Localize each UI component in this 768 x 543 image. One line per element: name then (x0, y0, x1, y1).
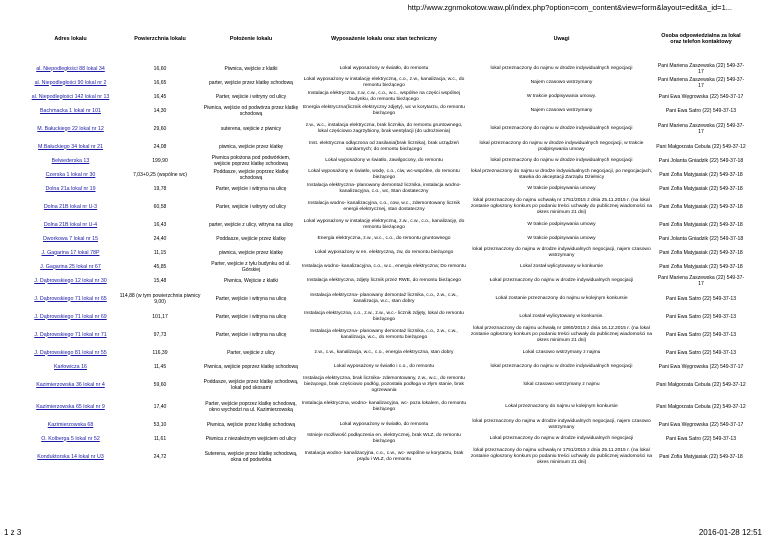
table-row (23, 324, 747, 346)
equipment-cell: Lokal wyposażony w instalację elektryczną, z.w., c.w., c.o., kanalizację, do remontu bieżącego (303, 219, 465, 230)
notes-cell: Najem czasowo wstrzymany (530, 108, 593, 114)
equipment-cell: Lokal wyposażony w instalację elektryczną, c.o., z.w., kanalizacja, w.c., do remontu bieżącego (303, 77, 465, 88)
location-cell: suterena, wejście z piwnicy (220, 126, 282, 132)
table-row (23, 90, 747, 104)
location-cell: Suterena, wejście przez klatkę schodową, okna od podwórka (204, 451, 298, 463)
location-cell: parter, wejście przez klatkę schodową (209, 80, 293, 86)
contact-person-cell: Pani Jolanta Gniadzik (22) 549-37-18 (658, 235, 744, 242)
address-cell (23, 62, 118, 76)
address-link[interactable]: Dolna 21B lokal nr U-3 (43, 203, 98, 210)
table-header-row (23, 16, 747, 62)
location-cell: Parter, wejście poprzez klatkę schodową, okno wychodzi na ul. Kazimierzowską (205, 401, 297, 413)
location-cell: Piwnica, wejście przez klatkę schodową (206, 422, 296, 428)
address-cell (23, 260, 118, 274)
contact-person-cell: Pani Ewa Satro (22) 549-37-13 (665, 331, 737, 338)
contact-person-cell: Pani Ewa Satro (22) 549-37-13 (665, 349, 737, 356)
equipment-cell: Lokal wyposażony w światło, do remontu (339, 66, 429, 72)
location-cell: Piwnica, wejście z klatki (224, 66, 278, 72)
contact-person-cell: Pani Zofia Matyjasiak (22) 549-37-18 (659, 203, 743, 210)
table-row (23, 288, 747, 310)
contact-person-cell: Pani Małgorzata Cebula (22) 549-37-12 (656, 381, 746, 388)
table-row (23, 196, 747, 218)
address-cell (23, 360, 118, 374)
area-cell: 11,45 (153, 363, 167, 370)
area-cell: 19,78 (153, 185, 167, 192)
table-row (23, 76, 747, 90)
area-cell: 60,58 (153, 203, 167, 210)
table-row (23, 396, 747, 418)
notes-cell: W trakcie podpisywania umowy (527, 236, 596, 242)
address-link[interactable]: Kazimierzowska 36 lokal nr 4 (36, 381, 105, 388)
address-cell (23, 324, 118, 346)
notes-cell: Lokal przeznaczony do najmu w drodze indywidualnych negocjacji (489, 436, 634, 442)
contact-person-cell: Pani Zofia Matyjasiak (22) 549-37-18 (659, 171, 743, 178)
equipment-cell: Instalacja elektryczna- planowany demontaż licznika, instalacja wodno- kanalizacyjna, c.o., wc, Stan dostateczny (307, 183, 461, 194)
address-cell (23, 118, 118, 140)
notes-cell: lokal przeznaczony do najmu w drodze indywidualnych negocjacji (490, 66, 633, 72)
address-link[interactable]: O. Kolberga 5 lokal nr 52 (41, 435, 100, 442)
table-row (23, 232, 747, 246)
address-cell (23, 196, 118, 218)
equipment-cell: Instalacja elektryczna, brak licznika- zdemontowany, z.w., w.c., do remontu bieżącego, brak częściowo podłóg, pozostała podłoga w złym stanie, brak ogrzewania (303, 376, 465, 393)
location-cell: Poddasze, wejście przez klatkę (216, 236, 286, 242)
contact-person-cell: Pani Mariena Zaszewska (22) 549-37-17 (657, 122, 745, 135)
area-cell: 97,73 (153, 331, 167, 338)
location-cell: Parter, wejście i witryna na ulicę (215, 296, 287, 302)
address-link[interactable]: Dworkowa 7 lokal nr 15 (42, 235, 99, 242)
address-link[interactable]: J. Dąbrowskiego 71 lokal nr 71 (34, 331, 107, 338)
address-link[interactable]: M. Bałuckiego 22 lokal nr 12 (37, 125, 104, 132)
contact-person-cell: Pani Małgorzata Cebula (22) 549-37-12 (656, 143, 746, 150)
area-cell: 45,85 (153, 263, 167, 270)
location-cell: Parter, wejście z ulicy (227, 350, 275, 356)
notes-cell: lokal przeznaczony do najmu uchwałą nr 1860/2015 z dnia 16.12.2015 r. (na lokal zostanie ogłoszony konkurs po podaniu treści uchwały do publicznej wiadomości na okres minimum 21 dni) (470, 326, 653, 343)
equipment-cell: Lokal wyposażony w światło i c.o., do remontu (333, 364, 435, 370)
address-cell (23, 246, 118, 260)
location-cell: parter, wejście z ulicy, witryna na ulicę (208, 222, 294, 228)
table-row (23, 168, 747, 182)
table-row (23, 218, 747, 232)
contact-person-cell: Pani Ewa Węgrowska (22) 549-37-17 (658, 93, 744, 100)
header-contact-person: Osoba odpowiedzialna za lokal oraz telefon kontaktowy (661, 32, 741, 45)
notes-cell: Lokal został wylicytowany w konkursie (520, 264, 603, 270)
header-area: Powierzchnia lokalu (134, 35, 186, 42)
area-cell: 17,40 (153, 403, 167, 410)
area-cell: 24,72 (153, 453, 167, 460)
location-cell: piwnica, wejście przez klatkę (219, 250, 283, 256)
address-cell (23, 446, 118, 468)
equipment-cell: z.w., w.c., instalacja elektryczna, brak licznika, do remontu gruntownego, lokal częściowo zagrzybiony, brak wentylacji (do udrożnienia) (305, 123, 463, 134)
premises-table (23, 16, 747, 468)
contact-person-cell: Pani Zofia Matyjasiak (22) 549-37-18 (659, 249, 743, 256)
location-cell: Parter, wejście i witryna na ulicę (215, 332, 287, 338)
location-cell: Poddasze, wejście przez klatkę schodową, lokal pod skosami (203, 379, 299, 391)
address-cell (23, 396, 118, 418)
contact-person-cell: Pani Jolanta Gniadzik (22) 549-37-18 (658, 157, 744, 164)
area-cell: 101,17 (152, 313, 168, 320)
contact-person-cell: Pani Ewa Satro (22) 549-37-13 (665, 295, 737, 302)
header-location: Położenie lokalu (229, 35, 273, 42)
address-cell (23, 90, 118, 104)
area-cell: 11,15 (153, 249, 167, 256)
address-link[interactable]: al. Niepodległości 142 lokal nr 13 (31, 93, 110, 100)
notes-cell: lokal przeznaczony do najmu uchwałą nr 1751/2015 z dnia 25.11.2015 r. (na lokal zostanie ogłoszony konkurs po podaniu treści uchwały do publicznej wiadomości na okres minimum 21 dni) (470, 198, 653, 215)
table-row (23, 310, 747, 324)
table-row (23, 432, 747, 446)
address-cell (23, 232, 118, 246)
address-cell (23, 310, 118, 324)
equipment-cell: Instalacja elektryczna, zdjęty licznik przez RWE, do remontu bieżącego (306, 278, 462, 284)
equipment-cell: Inst. elektryczna odłączona od zasilania(brak licznika), brak urządzeń sanitarnych; do remontu bieżącego (308, 141, 460, 152)
equipment-cell: Istnieje możliwość podłączenia en. elektrycznej, brak WLZ, do remontu bieżącego (307, 433, 461, 444)
area-cell: 7,03+0,25 (wspólne wc) (133, 171, 187, 178)
table-row (23, 418, 747, 432)
address-link[interactable]: Czerska 1 lokal nr 30 (45, 171, 96, 178)
equipment-cell: Instalacja elektryczna, wodno- kanalizacyjna, wc- poza lokalem, do remontu bieżącego (301, 401, 467, 412)
address-link[interactable]: Belwederska 13 (51, 157, 90, 164)
header-address: Adres lokalu (54, 35, 87, 42)
table-row (23, 62, 747, 76)
equipment-cell: Instalacja elektryczna- planowany demontaż licznika, c.o., z.w., c.w., kanalizacja, w.c., stan dobry (310, 293, 458, 304)
table-row (23, 446, 747, 468)
contact-person-cell: Pani Ewa Satro (22) 549-37-13 (665, 313, 737, 320)
address-link[interactable]: Kazimierzowska 68 (47, 421, 94, 428)
address-cell (23, 140, 118, 154)
location-cell: Piwnica położona pod podwórkiem, wejście poprzez klatkę schodową (211, 155, 291, 167)
area-cell: 14,30 (153, 107, 167, 114)
notes-cell: lokal przeznaczony do najmu w drodze indywidualnych negocjacji, w trakcie podpisywania umowy (479, 141, 644, 152)
address-link[interactable]: Konduktorska 14 lokal nr U3 (37, 453, 104, 460)
table-row (23, 118, 747, 140)
area-cell: 59,60 (153, 381, 167, 388)
area-cell: 116,39 (152, 349, 168, 356)
address-link[interactable]: al. Niepodległości 90 lokal nr 2 (34, 79, 107, 86)
notes-cell: Lokal zostanie przeznaczony do najmu w kolejnym konkursie (495, 296, 628, 302)
address-link[interactable]: J. Dąbrowskiego 12 lokal nr 30 (34, 277, 107, 284)
address-cell (23, 76, 118, 90)
area-cell: 114,88 (w tym powierzchnia piwnicy 9,00) (119, 292, 201, 305)
address-link[interactable]: Dolna 21a lokal nr 19 (45, 185, 96, 192)
notes-cell: Lokal przeznaczony do najmu w kolejnym konkursie (505, 404, 618, 410)
notes-cell: lokal przeznaczony do najmu w drodze indywidualnych negocjacji (490, 126, 633, 132)
notes-cell: lokal przeznaczony do najmu w drodze indywidualnych negocjacji (490, 364, 633, 370)
address-link[interactable]: J. Dąbrowskiego 71 lokal nr 65 (34, 295, 107, 302)
contact-person-cell: Pani Ewa Węgrowska (22) 549-37-17 (658, 421, 744, 428)
table-row (23, 360, 747, 374)
address-link[interactable]: Karłowicza 16 (54, 363, 87, 370)
address-link[interactable]: J. Dąbrowskiego 71 lokal nr 69 (34, 313, 107, 320)
address-link[interactable]: Dolna 21B lokal nr U-4 (43, 221, 98, 228)
equipment-cell: Instalacja elektryczna- planowany demontaż licznika, c.o., z.w., c.w., kanalizacja, w.c., do remontu bieżącego (310, 329, 458, 340)
location-cell: Parter, wejście z tyłu budynku od ul. Górskiej (211, 261, 291, 273)
address-cell (23, 104, 118, 118)
equipment-cell: z.w., c.w., kanalizacja, w.c., c.o., energia elektryczna, stan dobry (314, 350, 454, 356)
address-link[interactable]: Kazimierzowska 65 lokal nr 9 (36, 403, 105, 410)
table-row (23, 346, 747, 360)
area-cell: 16,65 (153, 79, 167, 86)
equipment-cell: Energia elektryczna, z.w., w.c., c.o., do remontu gruntownego (317, 236, 451, 242)
notes-cell: lokal przeznaczony do najmu w drodze indywidualnych negocjacji, najem czasowo wstrzymany (472, 419, 651, 430)
address-link[interactable]: M.Bałuckiego 34 lokal nr 21 (37, 143, 104, 150)
notes-cell: lokal przeznaczony do najmu w drodze indywidualnych negocjacji, najem czasowo wstrzymany (472, 247, 651, 258)
address-cell (23, 274, 118, 288)
location-cell: Parter, wejście i witryny od ulicy (215, 204, 287, 210)
notes-cell: Najem czasowo wstrzymany (530, 80, 593, 86)
contact-person-cell: Pani Małgorzata Cebula (22) 549-37-12 (656, 403, 746, 410)
address-cell (23, 346, 118, 360)
page-url: http://www.zgnmokotow.waw.pl/index.php?option=com_content&view=form&layout=edit&a_id=1... (407, 3, 732, 12)
contact-person-cell: Pani Zofia Matyjasiak (22) 549-37-18 (659, 221, 743, 228)
address-link[interactable]: J. Gagarina 25 lokal nr 67 (40, 263, 101, 270)
equipment-cell: Lokal wyposażony w światło, do remontu (339, 422, 429, 428)
notes-cell: Lokal został wylicytowany w konkursie. (519, 314, 604, 320)
equipment-cell: Instalacja wodno- kanalizacyjna, c.o., cow, w.c., zdemontowany licznik energii elektrycznej, stan dostateczny (308, 201, 460, 212)
area-cell: 16,43 (153, 221, 167, 228)
equipment-cell: Energia elektryczna(licznik elektryczny zdjęty), wc w korytarzu, do remontu bieżącego (303, 105, 465, 116)
area-cell: 15,48 (153, 277, 167, 284)
table-row (23, 374, 747, 396)
address-link[interactable]: J. Gagarina 17 lokal 78P (41, 249, 100, 256)
area-cell: 29,60 (153, 125, 167, 132)
table-row (23, 274, 747, 288)
address-cell (23, 432, 118, 446)
area-cell: 199,90 (152, 157, 168, 164)
table-row (23, 154, 747, 168)
equipment-cell: Instalacja wodno- kanalizacyjna, c.o., c.w., wc- wspólne w korytarzu, brak prądu i WLZ, do remontu (304, 451, 464, 462)
header-notes: Uwagi (553, 35, 570, 42)
location-cell: Piwnica, wejście poprzez klatkę schodową (204, 364, 298, 370)
location-cell: Piwnica, Wejście z klatki (223, 278, 279, 284)
equipment-cell: Lokal wyposażony w światło, zawilgocony, do remontu (325, 158, 443, 164)
location-cell: piwnica, wejście przez klatkę (219, 144, 283, 150)
area-cell: 24,08 (153, 143, 167, 150)
table-row (23, 246, 747, 260)
notes-cell: W trakcie podpisywania umowy (527, 186, 596, 192)
area-cell: 24,40 (153, 235, 167, 242)
table-row (23, 260, 747, 274)
page-number: 1 z 3 (4, 528, 22, 537)
notes-cell: lokal przeznaczony do najmu w drodze indywidualnych negocjacji, po negocjacjach, stawka do akceptacji Zarządu Dzielnicy (470, 169, 653, 180)
contact-person-cell: Pani Ewa Satro (22) 549-37-13 (665, 107, 737, 114)
contact-person-cell: Pani Ewa Satro (22) 549-37-13 (665, 435, 737, 442)
notes-cell: lokal czasowo wstrzymany z najmu (523, 382, 600, 388)
table-row (23, 140, 747, 154)
address-cell (23, 418, 118, 432)
notes-cell: W trakcie podpisywania umowy. (526, 94, 597, 100)
contact-person-cell: Pani Zofia Matyjasiak (22) 549-37-18 (659, 263, 743, 270)
notes-cell: Łokal przeznaczony do najmu w drodze indywidualnych negocjacji (489, 278, 634, 284)
location-cell: Piwnica z niezależnym wejściem od ulicy (205, 436, 297, 442)
location-cell: Parter, wejście i witryna na ulicę (215, 314, 287, 320)
area-cell: 16,60 (153, 65, 167, 72)
contact-person-cell: Pani Zofia Matyjasiak (22) 549-37-18 (659, 185, 743, 192)
location-cell: Parter, wejście i witryna na ulicę (215, 186, 287, 192)
contact-person-cell: Pani Ewa Węgrowska (22) 549-37-17 (658, 363, 744, 370)
address-cell (23, 182, 118, 196)
location-cell: Poddasze, wejście poprzez klatkę schodową (213, 169, 289, 181)
contact-person-cell: Pani Mariena Zaszewska (22) 549-37-17 (657, 62, 745, 75)
print-datetime: 2016-01-28 12:51 (698, 528, 762, 537)
address-cell (23, 218, 118, 232)
address-link[interactable]: Bachmacka 1 lokal nr 101 (40, 107, 101, 114)
equipment-cell: Instalacja elektryczna, z.w, c.w., c.o., w.c., wspólne na części wspólnej budynku, do remontu bieżącego (307, 91, 461, 102)
equipment-cell: Instalacja elektryczna, c.o., z.w., z.w., w.c.- licznik zdjęty, lokal do remontu bieżącego (304, 311, 464, 322)
contact-person-cell: Pani Mariena Zaszewska (22) 549-37-17 (657, 274, 745, 287)
notes-cell: lokal przeznaczony do najmu uchwałą nr 1751/2015 z dnia 25.11.2015 r. (na lokal zostanie ogłoszony konkurs po podaniu treści uchwały do publicznej wiadomości na okres minimum 21 dni) (470, 448, 653, 465)
address-cell (23, 288, 118, 310)
address-cell (23, 168, 118, 182)
address-cell (23, 154, 118, 168)
area-cell: 53,10 (153, 421, 167, 428)
address-link[interactable]: al. Niepodległości 88 lokal 34 (36, 65, 105, 72)
equipment-cell: Lokal wyposażony w en. elektryczną, zw, do remontu bieżącego (314, 250, 454, 256)
address-link[interactable]: J. Dąbrowskiego 81 lokal nr 55 (34, 349, 107, 356)
notes-cell: lokal przeznaczony do najmu w drodze indywidualnych negocjacji (490, 158, 633, 164)
header-equipment: Wyposażenie lokalu oraz stan techniczny (331, 35, 437, 42)
contact-person-cell: Pani Mariena Zaszewska (22) 549-37-17 (657, 76, 745, 89)
area-cell: 11,61 (153, 435, 167, 442)
notes-cell: Lokal czasowo wstrzymany z najmu (522, 350, 601, 356)
location-cell: Piwnica, wejście od podwórza przez klatkę schodową (203, 105, 299, 117)
notes-cell: W trakcie podpisywania umowy (527, 222, 596, 228)
table-row (23, 182, 747, 196)
address-cell (23, 374, 118, 396)
table-row (23, 104, 747, 118)
contact-person-cell: Pani Zofia Matyjasiak (22) 549-37-18 (659, 453, 743, 460)
equipment-cell: Instalacja wodno- kanalizacyjna, c.o., w.c., energia elektryczna; Do remontu (302, 264, 466, 270)
location-cell: Parter, wejście i witryny od ulicy (215, 94, 287, 100)
area-cell: 16,45 (153, 93, 167, 100)
equipment-cell: Lokal wyposażony w światło, wodę, c.o., ciw, wc-wspólne, do remontu bieżącego (308, 169, 460, 180)
